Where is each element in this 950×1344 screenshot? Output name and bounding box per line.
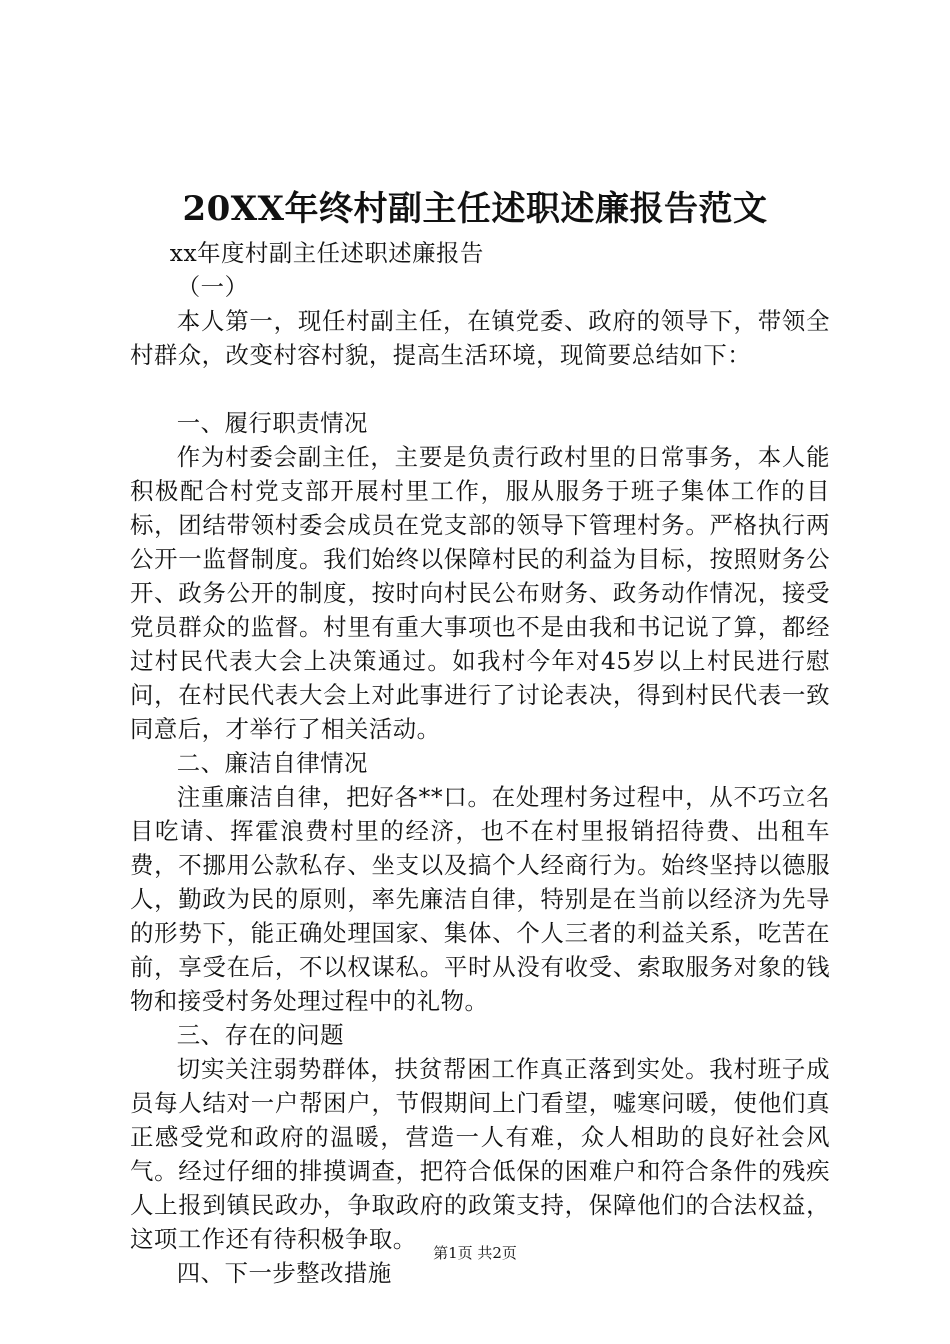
- section-heading-integrity: 二、廉洁自律情况: [176, 749, 368, 777]
- section-heading-next-steps: 四、下一步整改措施: [176, 1259, 392, 1287]
- section-body-duties: 作为村委会副主任，主要是负责行政村里的日常事务，本人能积极配合村党支部开展村里工作，服从服务于班子集体工作的目标，团结带领村委会成员在党支部的领导下管理村务。严格执行两公开一监督制度。我们始终以保障村民的利益为目标，按照财务公开、政务公开的制度，按时向村民公布财务、政务动作情况，接受党员群众的监督。村里有重大事项也不是由我和书记说了算，都经过村民代表大会上决策通过。如我村今年对45岁以上村民进行慰问，在村民代表大会上对此事进行了讨论表决，得到村民代表一致同意后，才举行了相关活动。: [130, 443, 830, 743]
- intro-paragraph: 本人第一，现任村副主任，在镇党委、政府的领导下，带领全村群众，改变村容村貌，提高生活环境，现简要总结如下：: [130, 307, 830, 369]
- section-heading-problems: 三、存在的问题: [176, 1021, 345, 1049]
- section-body-integrity: 注重廉洁自律，把好各**口。在处理村务过程中，从不巧立名目吃请、挥霍浪费村里的经济，也不在村里报销招待费、出租车费，不挪用公款私存、坐支以及搞个人经商行为。始终坚持以德服人，勤政为民的原则，率先廉洁自律，特别是在当前以经济为先导的形势下，能正确处理国家、集体、个人三者的利益关系，吃苦在前，享受在后，不以权谋私。平时从没有收受、索取服务对象的钱物和接受村务处理过程中的礼物。: [130, 783, 830, 1015]
- document-subtitle: xx年度村副主任述职述廉报告: [169, 239, 484, 267]
- section-body-problems: 切实关注弱势群体，扶贫帮困工作真正落到实处。我村班子成员每人结对一户帮困户，节假期间上门看望，嘘寒问暖，使他们真正感受党和政府的温暖，营造一人有难，众人相助的良好社会风气。经过仔细的排摸调查，把符合低保的困难户和符合条件的残疾人上报到镇民政办，争取政府的政策支持，保障他们的合法权益，这项工作还有待积极争取。: [130, 1055, 830, 1253]
- page-footer: 第1页 共2页: [433, 1244, 517, 1262]
- part-marker: （一）: [176, 273, 249, 301]
- document-body: [130, 236, 830, 1290]
- document-title: 20XX年终村副主任述职述廉报告范文: [182, 189, 768, 229]
- section-heading-duties: 一、履行职责情况: [176, 409, 368, 437]
